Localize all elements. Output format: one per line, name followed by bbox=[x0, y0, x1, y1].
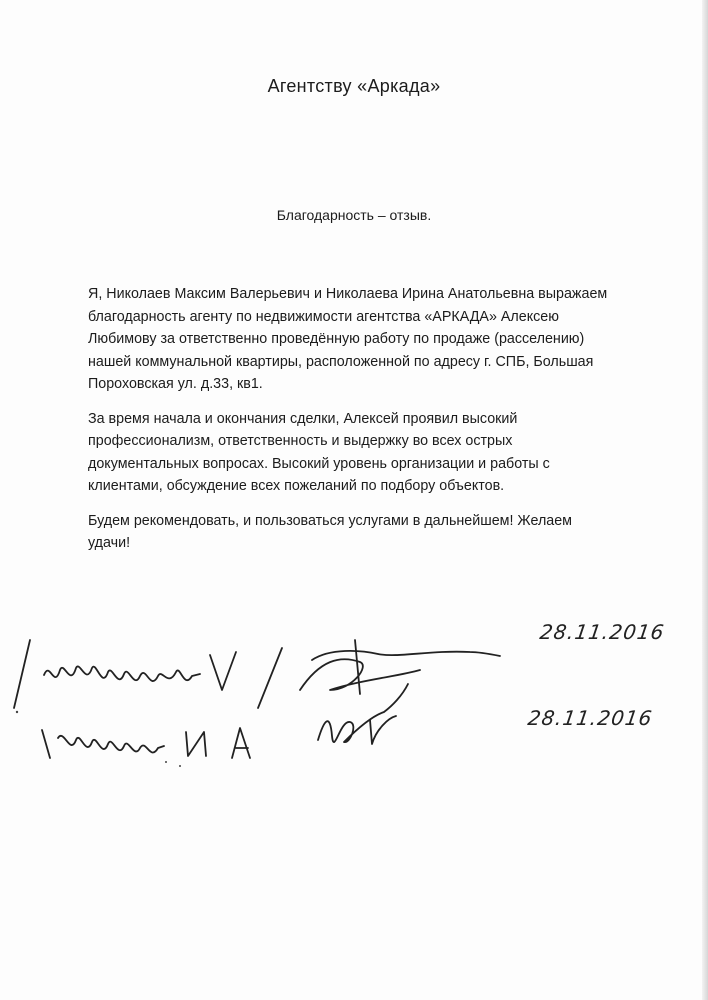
second-name-handwriting-initial bbox=[232, 728, 250, 758]
ink-dot bbox=[179, 765, 181, 767]
ink-dot bbox=[16, 711, 18, 713]
text-line: благодарность агенту по недвижимости агентства «АРКАДА» Алексею bbox=[88, 308, 559, 325]
second-signature-stroke bbox=[318, 684, 408, 742]
ink-dot bbox=[165, 761, 167, 763]
slash-mark bbox=[14, 640, 30, 708]
first-signature-stroke bbox=[312, 651, 500, 660]
first-signature-date: 28.11.2016 bbox=[538, 620, 667, 644]
first-signature-stroke bbox=[355, 640, 360, 694]
second-name-handwriting bbox=[42, 730, 164, 758]
slash-mark bbox=[258, 648, 282, 708]
document-title: Благодарность – отзыв. bbox=[276, 207, 432, 223]
text-line: Будем рекомендовать, и пользоваться услугами в дальнейшем! Желаем bbox=[88, 512, 573, 529]
text-line: удачи! bbox=[88, 535, 131, 551]
addressee-heading: Агентству «Аркада» bbox=[267, 76, 441, 96]
text-line: За время начала и окончания сделки, Алексей проявил высокий bbox=[88, 410, 518, 427]
first-name-handwriting bbox=[44, 666, 200, 681]
first-name-handwriting-initial bbox=[210, 652, 236, 690]
text-line: профессионализм, ответственность и выдержку во всех острых bbox=[88, 433, 513, 449]
second-signature-date: 28.11.2016 bbox=[526, 706, 655, 730]
text-line: Я, Николаев Максим Валерьевич и Николаева Ирина Анатольевна выражаем bbox=[88, 286, 608, 302]
text-line: клиентами, обсуждение всех пожеланий по подбору объектов. bbox=[88, 478, 505, 494]
text-line: Любимову за ответственно проведённую работу по продаже (расселению) bbox=[88, 331, 585, 347]
second-signature-stroke bbox=[370, 716, 396, 744]
text-line: нашей коммунальной квартиры, расположенной по адресу г. СПБ, Большая bbox=[88, 353, 594, 370]
text-line: документальных вопросах. Высокий уровень организации и работы с bbox=[88, 455, 550, 472]
text-line: Пороховская ул. д.33, кв1. bbox=[88, 376, 263, 392]
second-name-handwriting-initial bbox=[186, 732, 206, 756]
